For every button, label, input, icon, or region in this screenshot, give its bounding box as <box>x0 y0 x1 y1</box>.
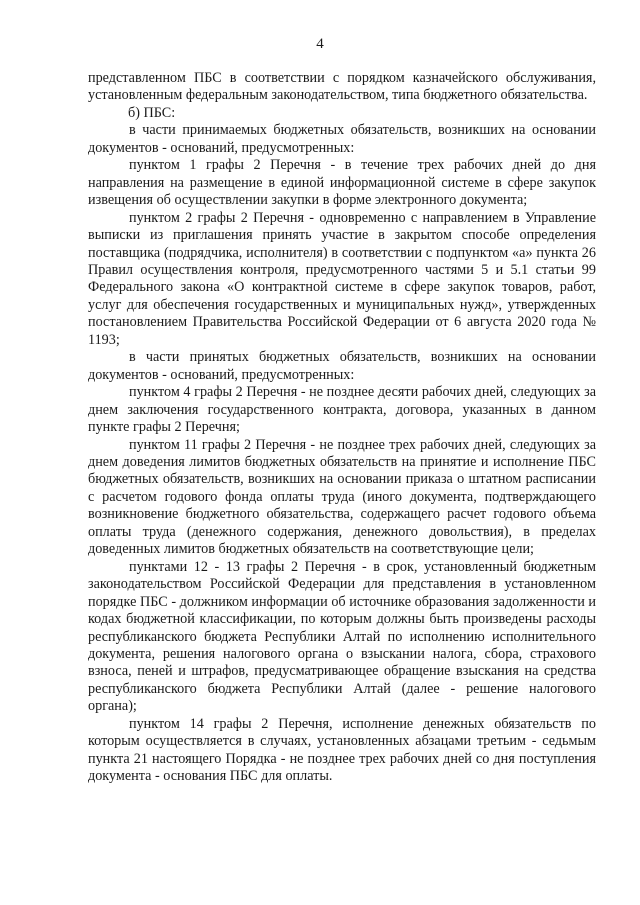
paragraph-continuation: представленном ПБС в соответствии с порядком казначейского обслуживания, установленным федеральным законодательством, типа бюджетного обязательства. <box>88 70 596 104</box>
page-number: 4 <box>316 36 324 52</box>
paragraph-items-12-13: пунктами 12 - 13 графы 2 Перечня - в срок, установленный бюджетным законодательством Российской Федерации для представления в установленном порядке ПБС - должником информации об источнике образования задолженности и кодах бюджетной классификации, по которым должны быть произведены расходы республиканского бюджета Республики Алтай по исполнению исполнительного документа, решения налогового органа о взыскании налога, сбора, страхового взноса, пеней и штрафов, предусматривающее обращение взыскания на средства республиканского бюджета Республики Алтай (далее - решение налогового органа); <box>88 558 596 715</box>
paragraph-item-14: пунктом 14 графы 2 Перечня, исполнение денежных обязательств по которым осуществляется в случаях, установленных абзацами третьим - седьмым пункта 21 настоящего Порядка - не позднее трех рабочих дней со дня поступления документа - основания ПБС для оплаты. <box>88 715 596 785</box>
subsection-label-b: б) ПБС: <box>128 104 176 121</box>
paragraph-item-4: пунктом 4 графы 2 Перечня - не позднее десяти рабочих дней, следующих за днем заключения государственного контракта, договора, указанных в данном пункте графы 2 Перечня; <box>88 384 596 436</box>
paragraph-item-11: пунктом 11 графы 2 Перечня - не позднее трех рабочих дней, следующих за днем доведения лимитов бюджетных обязательств на принятие и исполнение ПБС бюджетных обязательств, возникших на основании приказа о штатном расписании с расчетом годового фонда оплаты труда (иного документа, подтверждающего возникновение бюджетного обязательства, содержащего расчет годового объема оплаты труда (денежного содержания, денежного довольствия), в пределах доведенных лимитов бюджетных обязательств на соответствующие цели; <box>88 436 596 558</box>
paragraph-item-1: пунктом 1 графы 2 Перечня - в течение трех рабочих дней до дня направления на размещение в единой информационной системе в сфере закупок извещения об осуществлении закупки в форме электронного документа; <box>88 157 596 209</box>
paragraph-accepted-obligations: в части принимаемых бюджетных обязательств, возникших на основании документов - оснований, предусмотренных: <box>88 122 596 156</box>
paragraph-taken-obligations: в части принятых бюджетных обязательств, возникших на основании документов - оснований, предусмотренных: <box>88 349 596 383</box>
paragraph-item-2: пунктом 2 графы 2 Перечня - одновременно с направлением в Управление выписки из приглашения принять участие в закрытом способе определения поставщика (подрядчика, исполнителя) в соответствии с подпунктом «а» пункта 26 Правил осуществления контроля, предусмотренного частями 5 и 5.1 статьи 99 Федерального закона «О контрактной системе в сфере закупок товаров, работ, услуг для обеспечения государственных и муниципальных нужд», утвержденных постановлением Правительства Российской Федерации от 6 августа 2020 года № 1193; <box>88 209 596 348</box>
document-body <box>88 70 596 786</box>
